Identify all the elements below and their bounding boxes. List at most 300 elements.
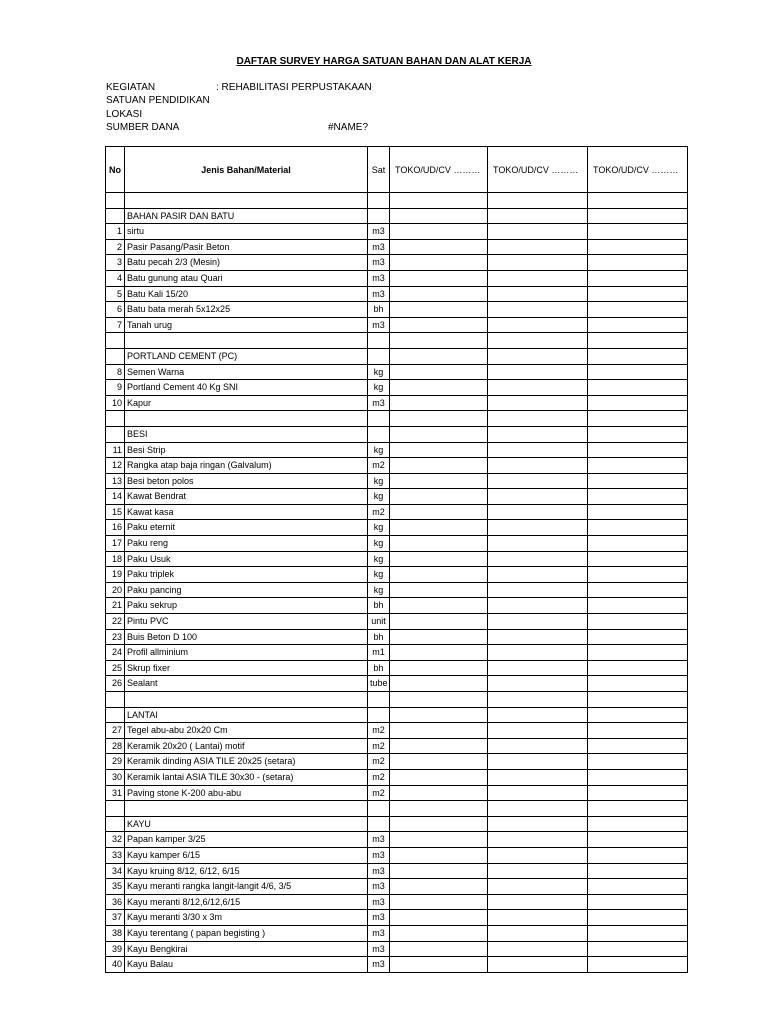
row-number: 13 — [106, 473, 125, 489]
price-cell-toko-2 — [488, 879, 588, 895]
price-cell-toko-1 — [390, 754, 488, 770]
row-unit: m3 — [368, 239, 390, 255]
table-row — [106, 738, 688, 754]
row-number: 22 — [106, 614, 125, 630]
table-row — [106, 364, 688, 380]
kegiatan-label: KEGIATAN — [106, 82, 156, 93]
price-cell-toko-1 — [390, 255, 488, 271]
price-cell-toko-1 — [390, 707, 488, 723]
price-cell-toko-2 — [488, 847, 588, 863]
table-row — [106, 941, 688, 957]
price-cell-toko-2 — [488, 551, 588, 567]
row-number: 7 — [106, 317, 125, 333]
blank-row — [106, 411, 688, 427]
row-unit: kg — [368, 473, 390, 489]
table-row — [106, 832, 688, 848]
category-label: PORTLAND CEMENT (PC) — [125, 348, 368, 364]
price-cell-toko-1 — [390, 676, 488, 692]
table-body — [106, 193, 688, 973]
row-material-name: Paku sekrup — [125, 598, 368, 614]
category-number-cell — [106, 816, 125, 832]
row-number: 27 — [106, 723, 125, 739]
price-cell-toko-2 — [488, 286, 588, 302]
category-row — [106, 426, 688, 442]
table-row — [106, 317, 688, 333]
price-cell-toko-2 — [488, 473, 588, 489]
row-material-name: Paku reng — [125, 536, 368, 552]
price-cell-toko-1 — [390, 863, 488, 879]
row-material-name: Tegel abu-abu 20x20 Cm — [125, 723, 368, 739]
price-cell-toko-3 — [588, 598, 688, 614]
row-number: 29 — [106, 754, 125, 770]
row-number: 25 — [106, 660, 125, 676]
blank-cell — [125, 801, 368, 817]
price-cell-toko-3 — [588, 832, 688, 848]
row-number: 32 — [106, 832, 125, 848]
category-row — [106, 208, 688, 224]
price-cell-toko-2 — [488, 723, 588, 739]
row-material-name: Profil allminium — [125, 645, 368, 661]
price-cell-toko-1 — [390, 442, 488, 458]
row-unit: kg — [368, 582, 390, 598]
row-unit: bh — [368, 302, 390, 318]
row-unit: bh — [368, 629, 390, 645]
table-row — [106, 380, 688, 396]
row-unit: m3 — [368, 395, 390, 411]
row-unit: m2 — [368, 769, 390, 785]
blank-cell — [106, 333, 125, 349]
table-row — [106, 395, 688, 411]
price-cell-toko-3 — [588, 629, 688, 645]
table-row — [106, 723, 688, 739]
row-number: 31 — [106, 785, 125, 801]
price-cell-toko-3 — [588, 785, 688, 801]
row-material-name: Buis Beton D 100 — [125, 629, 368, 645]
category-number-cell — [106, 707, 125, 723]
category-unit-cell — [368, 348, 390, 364]
row-unit: bh — [368, 598, 390, 614]
price-cell-toko-3 — [588, 879, 688, 895]
price-cell-toko-1 — [390, 847, 488, 863]
blank-cell — [125, 411, 368, 427]
price-cell-toko-2 — [488, 614, 588, 630]
price-cell-toko-1 — [390, 582, 488, 598]
row-material-name: Batu gunung atau Quari — [125, 270, 368, 286]
row-material-name: Semen Warna — [125, 364, 368, 380]
row-unit: unit — [368, 614, 390, 630]
header-jenis: Jenis Bahan/Material — [125, 147, 368, 193]
price-cell-toko-1 — [390, 816, 488, 832]
table-row — [106, 879, 688, 895]
row-material-name: Besi Strip — [125, 442, 368, 458]
price-cell-toko-2 — [488, 660, 588, 676]
price-cell-toko-1 — [390, 208, 488, 224]
table-row — [106, 925, 688, 941]
blank-cell — [368, 333, 390, 349]
row-number: 40 — [106, 957, 125, 973]
price-cell-toko-2 — [488, 645, 588, 661]
row-material-name: Portland Cement 40 Kg SNI — [125, 380, 368, 396]
blank-cell — [368, 801, 390, 817]
header-toko-3: TOKO/UD/CV ……… — [588, 147, 688, 193]
blank-cell — [106, 692, 125, 708]
price-cell-toko-1 — [390, 660, 488, 676]
price-cell-toko-2 — [488, 395, 588, 411]
price-cell-toko-1 — [390, 801, 488, 817]
price-cell-toko-3 — [588, 224, 688, 240]
price-cell-toko-3 — [588, 458, 688, 474]
table-row — [106, 239, 688, 255]
price-cell-toko-2 — [488, 442, 588, 458]
row-unit: m3 — [368, 832, 390, 848]
price-cell-toko-1 — [390, 785, 488, 801]
row-material-name: Kayu Balau — [125, 957, 368, 973]
price-cell-toko-2 — [488, 754, 588, 770]
price-cell-toko-3 — [588, 660, 688, 676]
row-number: 5 — [106, 286, 125, 302]
price-cell-toko-3 — [588, 894, 688, 910]
price-cell-toko-2 — [488, 364, 588, 380]
header-toko-2: TOKO/UD/CV ……… — [488, 147, 588, 193]
price-cell-toko-1 — [390, 473, 488, 489]
category-label: BESI — [125, 426, 368, 442]
row-unit: m3 — [368, 255, 390, 271]
row-number: 36 — [106, 894, 125, 910]
row-unit: kg — [368, 364, 390, 380]
table-row — [106, 520, 688, 536]
price-cell-toko-2 — [488, 255, 588, 271]
price-cell-toko-3 — [588, 442, 688, 458]
price-cell-toko-1 — [390, 520, 488, 536]
row-unit: m3 — [368, 925, 390, 941]
row-unit: m3 — [368, 910, 390, 926]
price-cell-toko-1 — [390, 769, 488, 785]
price-cell-toko-1 — [390, 551, 488, 567]
category-unit-cell — [368, 208, 390, 224]
row-material-name: Kawat Bendrat — [125, 489, 368, 505]
price-cell-toko-2 — [488, 224, 588, 240]
price-cell-toko-1 — [390, 879, 488, 895]
table-row — [106, 504, 688, 520]
price-cell-toko-2 — [488, 910, 588, 926]
price-cell-toko-1 — [390, 333, 488, 349]
price-cell-toko-2 — [488, 504, 588, 520]
price-cell-toko-3 — [588, 317, 688, 333]
row-material-name: Kayu meranti rangka langit-langit 4/6, 3/5 — [125, 879, 368, 895]
price-cell-toko-1 — [390, 629, 488, 645]
category-number-cell — [106, 208, 125, 224]
table-row — [106, 489, 688, 505]
price-cell-toko-1 — [390, 910, 488, 926]
price-cell-toko-2 — [488, 598, 588, 614]
price-cell-toko-3 — [588, 286, 688, 302]
row-number: 9 — [106, 380, 125, 396]
row-unit: tube — [368, 676, 390, 692]
table-row — [106, 614, 688, 630]
blank-row — [106, 333, 688, 349]
category-unit-cell — [368, 707, 390, 723]
row-material-name: Besi beton polos — [125, 473, 368, 489]
row-number: 21 — [106, 598, 125, 614]
row-material-name: Kayu terentang ( papan begisting ) — [125, 925, 368, 941]
row-material-name: Rangka atap baja ringan (Galvalum) — [125, 458, 368, 474]
row-material-name: sirtu — [125, 224, 368, 240]
price-cell-toko-3 — [588, 504, 688, 520]
table-row — [106, 458, 688, 474]
row-unit: m2 — [368, 504, 390, 520]
row-number: 30 — [106, 769, 125, 785]
table-row — [106, 769, 688, 785]
price-cell-toko-2 — [488, 582, 588, 598]
price-cell-toko-1 — [390, 692, 488, 708]
table-row — [106, 286, 688, 302]
row-number: 34 — [106, 863, 125, 879]
row-number: 1 — [106, 224, 125, 240]
row-unit: m3 — [368, 879, 390, 895]
row-unit: kg — [368, 567, 390, 583]
row-number: 26 — [106, 676, 125, 692]
category-row — [106, 816, 688, 832]
price-cell-toko-3 — [588, 707, 688, 723]
row-material-name: Kayu meranti 8/12,6/12,6/15 — [125, 894, 368, 910]
price-cell-toko-1 — [390, 380, 488, 396]
header-no: No — [106, 147, 125, 193]
header-toko-1: TOKO/UD/CV ……… — [390, 147, 488, 193]
price-cell-toko-1 — [390, 239, 488, 255]
row-material-name: Batu pecah 2/3 (Mesin) — [125, 255, 368, 271]
row-material-name: Paku eternit — [125, 520, 368, 536]
price-cell-toko-2 — [488, 863, 588, 879]
price-cell-toko-3 — [588, 847, 688, 863]
price-cell-toko-3 — [588, 769, 688, 785]
blank-cell — [106, 193, 125, 209]
price-cell-toko-3 — [588, 426, 688, 442]
blank-row — [106, 801, 688, 817]
satuan-pendidikan-label: SATUAN PENDIDIKAN — [106, 95, 210, 106]
row-material-name: Sealant — [125, 676, 368, 692]
table-row — [106, 894, 688, 910]
row-number: 39 — [106, 941, 125, 957]
blank-row — [106, 692, 688, 708]
price-cell-toko-3 — [588, 957, 688, 973]
row-number: 33 — [106, 847, 125, 863]
document-title-text: DAFTAR SURVEY HARGA SATUAN BAHAN DAN ALAT KERJA — [236, 56, 532, 67]
table-row — [106, 536, 688, 552]
price-cell-toko-1 — [390, 738, 488, 754]
row-unit: m3 — [368, 847, 390, 863]
row-unit: m2 — [368, 738, 390, 754]
row-unit: m3 — [368, 224, 390, 240]
price-cell-toko-1 — [390, 614, 488, 630]
price-cell-toko-1 — [390, 270, 488, 286]
price-cell-toko-3 — [588, 208, 688, 224]
table-row — [106, 473, 688, 489]
sumber-dana-value: #NAME? — [328, 122, 369, 133]
price-cell-toko-3 — [588, 380, 688, 396]
price-cell-toko-3 — [588, 816, 688, 832]
price-cell-toko-2 — [488, 426, 588, 442]
table-row — [106, 645, 688, 661]
row-unit: m3 — [368, 894, 390, 910]
row-material-name: Kapur — [125, 395, 368, 411]
price-cell-toko-1 — [390, 458, 488, 474]
price-cell-toko-3 — [588, 645, 688, 661]
row-number: 20 — [106, 582, 125, 598]
price-cell-toko-2 — [488, 676, 588, 692]
price-cell-toko-1 — [390, 504, 488, 520]
row-unit: m1 — [368, 645, 390, 661]
row-material-name: Batu bata merah 5x12x25 — [125, 302, 368, 318]
price-cell-toko-2 — [488, 629, 588, 645]
row-material-name: Keramik 20x20 ( Lantai) motif — [125, 738, 368, 754]
price-cell-toko-3 — [588, 723, 688, 739]
row-material-name: Kayu Bengkirai — [125, 941, 368, 957]
price-cell-toko-3 — [588, 489, 688, 505]
price-cell-toko-1 — [390, 364, 488, 380]
price-cell-toko-3 — [588, 863, 688, 879]
row-number: 10 — [106, 395, 125, 411]
price-cell-toko-2 — [488, 208, 588, 224]
row-unit: m2 — [368, 723, 390, 739]
row-number: 16 — [106, 520, 125, 536]
row-unit: m3 — [368, 317, 390, 333]
row-number: 23 — [106, 629, 125, 645]
row-unit: m3 — [368, 863, 390, 879]
row-material-name: Keramik dinding ASIA TILE 20x25 (setara) — [125, 754, 368, 770]
price-cell-toko-3 — [588, 941, 688, 957]
price-cell-toko-2 — [488, 489, 588, 505]
price-cell-toko-3 — [588, 801, 688, 817]
category-label: KAYU — [125, 816, 368, 832]
row-unit: m2 — [368, 754, 390, 770]
price-cell-toko-3 — [588, 302, 688, 318]
price-cell-toko-1 — [390, 302, 488, 318]
table-row — [106, 910, 688, 926]
price-cell-toko-2 — [488, 816, 588, 832]
row-number: 4 — [106, 270, 125, 286]
price-cell-toko-1 — [390, 426, 488, 442]
price-cell-toko-3 — [588, 614, 688, 630]
lokasi-label: LOKASI — [106, 109, 143, 120]
category-unit-cell — [368, 816, 390, 832]
row-number: 11 — [106, 442, 125, 458]
price-cell-toko-3 — [588, 473, 688, 489]
row-unit: m3 — [368, 941, 390, 957]
price-cell-toko-1 — [390, 723, 488, 739]
price-cell-toko-2 — [488, 801, 588, 817]
blank-cell — [368, 411, 390, 427]
row-material-name: Keramik lantai ASIA TILE 30x30 - (setara) — [125, 769, 368, 785]
price-cell-toko-2 — [488, 520, 588, 536]
table-row — [106, 302, 688, 318]
price-cell-toko-3 — [588, 333, 688, 349]
price-cell-toko-2 — [488, 333, 588, 349]
row-material-name: Papan kamper 3/25 — [125, 832, 368, 848]
table-row — [106, 847, 688, 863]
price-cell-toko-2 — [488, 458, 588, 474]
row-number: 15 — [106, 504, 125, 520]
price-cell-toko-1 — [390, 348, 488, 364]
price-cell-toko-1 — [390, 925, 488, 941]
row-unit: kg — [368, 380, 390, 396]
category-row — [106, 348, 688, 364]
blank-cell — [106, 801, 125, 817]
price-cell-toko-2 — [488, 941, 588, 957]
row-unit: kg — [368, 551, 390, 567]
price-cell-toko-2 — [488, 925, 588, 941]
table-row — [106, 442, 688, 458]
row-number: 3 — [106, 255, 125, 271]
row-unit: m3 — [368, 270, 390, 286]
price-cell-toko-2 — [488, 785, 588, 801]
price-cell-toko-1 — [390, 489, 488, 505]
row-material-name: Skrup fixer — [125, 660, 368, 676]
price-cell-toko-3 — [588, 239, 688, 255]
price-cell-toko-2 — [488, 348, 588, 364]
row-unit: kg — [368, 520, 390, 536]
price-cell-toko-1 — [390, 193, 488, 209]
document-title — [0, 56, 768, 67]
row-material-name: Kayu meranti 3/30 x 3m — [125, 910, 368, 926]
price-cell-toko-3 — [588, 255, 688, 271]
price-cell-toko-2 — [488, 270, 588, 286]
price-cell-toko-2 — [488, 239, 588, 255]
table-row — [106, 255, 688, 271]
row-number: 18 — [106, 551, 125, 567]
price-cell-toko-3 — [588, 925, 688, 941]
table-row — [106, 785, 688, 801]
table-row — [106, 863, 688, 879]
price-cell-toko-3 — [588, 520, 688, 536]
blank-cell — [106, 411, 125, 427]
price-cell-toko-2 — [488, 380, 588, 396]
row-material-name: Kawat kasa — [125, 504, 368, 520]
table-row — [106, 567, 688, 583]
price-cell-toko-2 — [488, 769, 588, 785]
price-cell-toko-3 — [588, 411, 688, 427]
row-number: 17 — [106, 536, 125, 552]
price-cell-toko-3 — [588, 910, 688, 926]
price-cell-toko-1 — [390, 894, 488, 910]
price-cell-toko-1 — [390, 317, 488, 333]
price-cell-toko-3 — [588, 754, 688, 770]
price-cell-toko-3 — [588, 193, 688, 209]
category-label: BAHAN PASIR DAN BATU — [125, 208, 368, 224]
blank-cell — [125, 692, 368, 708]
price-cell-toko-3 — [588, 536, 688, 552]
price-cell-toko-2 — [488, 832, 588, 848]
category-number-cell — [106, 348, 125, 364]
row-material-name: Pintu PVC — [125, 614, 368, 630]
blank-cell — [368, 193, 390, 209]
price-cell-toko-2 — [488, 193, 588, 209]
row-unit: m3 — [368, 957, 390, 973]
kegiatan-value: : REHABILITASI PERPUSTAKAAN — [216, 82, 372, 93]
price-cell-toko-2 — [488, 894, 588, 910]
row-unit: kg — [368, 442, 390, 458]
row-material-name: Tanah urug — [125, 317, 368, 333]
blank-row — [106, 193, 688, 209]
price-cell-toko-3 — [588, 738, 688, 754]
price-cell-toko-2 — [488, 567, 588, 583]
row-material-name: Kayu kamper 6/15 — [125, 847, 368, 863]
row-material-name: Paku triplek — [125, 567, 368, 583]
blank-cell — [125, 193, 368, 209]
table-row — [106, 224, 688, 240]
price-cell-toko-1 — [390, 224, 488, 240]
category-number-cell — [106, 426, 125, 442]
price-cell-toko-3 — [588, 364, 688, 380]
